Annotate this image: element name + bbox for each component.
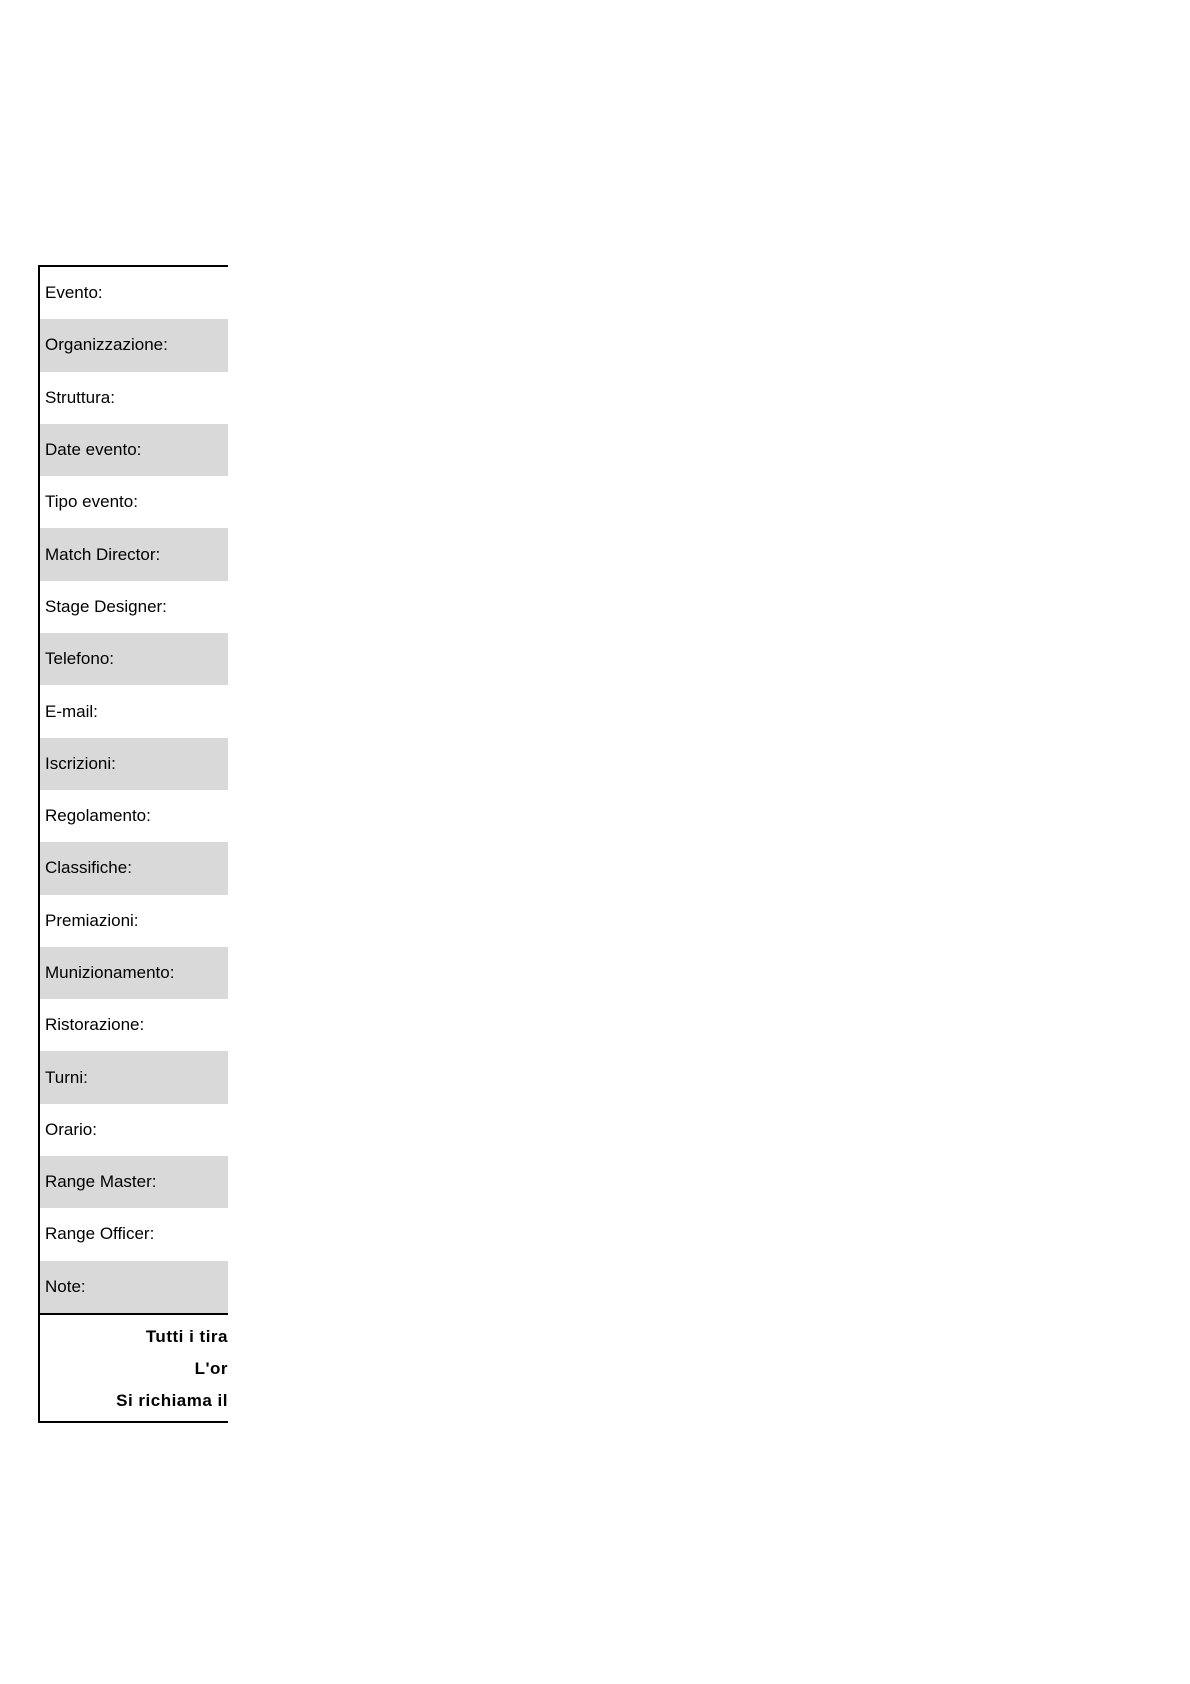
field-row-regolamento xyxy=(40,790,228,842)
footer-line-3: Si richiama il xyxy=(116,1390,228,1410)
field-row-range-master xyxy=(40,1156,228,1208)
field-row-struttura xyxy=(40,372,228,424)
field-label: Turni: xyxy=(45,1067,88,1087)
field-row-munizionamento xyxy=(40,947,228,999)
field-label: Match Director: xyxy=(45,544,161,564)
footer-notes xyxy=(40,1313,228,1421)
field-row-evento xyxy=(40,267,228,319)
field-label: Tipo evento: xyxy=(45,492,138,512)
field-label: Range Officer: xyxy=(45,1224,155,1244)
footer-line-2: L'or xyxy=(194,1358,228,1378)
field-label: Iscrizioni: xyxy=(45,753,116,773)
field-row-tipo-evento xyxy=(40,476,228,528)
field-label: Stage Designer: xyxy=(45,596,167,616)
field-label: Range Master: xyxy=(45,1172,157,1192)
field-row-orario xyxy=(40,1104,228,1156)
field-row-date-evento xyxy=(40,424,228,476)
field-row-range-officer xyxy=(40,1208,228,1260)
field-label: Date evento: xyxy=(45,440,142,460)
field-row-stage-designer xyxy=(40,581,228,633)
field-label: Premiazioni: xyxy=(45,910,139,930)
field-label: Ristorazione: xyxy=(45,1015,145,1035)
field-label: Struttura: xyxy=(45,387,115,407)
field-label: Telefono: xyxy=(45,649,114,669)
field-row-telefono xyxy=(40,633,228,685)
field-label: Munizionamento: xyxy=(45,963,175,982)
field-label: Organizzazione: xyxy=(45,335,168,355)
event-info-sheet xyxy=(38,265,228,1423)
field-row-premiazioni xyxy=(40,895,228,947)
field-label: Evento: xyxy=(45,283,103,303)
field-row-email xyxy=(40,685,228,737)
field-row-note xyxy=(40,1261,228,1313)
field-row-organizzazione xyxy=(40,319,228,371)
field-row-iscrizioni xyxy=(40,738,228,790)
field-row-match-director xyxy=(40,528,228,580)
field-label: Note: xyxy=(45,1276,86,1296)
field-label: E-mail: xyxy=(45,701,98,721)
field-row-classifiche xyxy=(40,842,228,894)
field-list xyxy=(40,267,228,1313)
field-row-turni xyxy=(40,1051,228,1103)
field-label: Classifiche: xyxy=(45,858,132,878)
field-label: Regolamento: xyxy=(45,806,151,826)
footer-line-1: Tutti i tira xyxy=(145,1326,228,1346)
field-label: Orario: xyxy=(45,1119,97,1139)
field-row-ristorazione xyxy=(40,999,228,1051)
